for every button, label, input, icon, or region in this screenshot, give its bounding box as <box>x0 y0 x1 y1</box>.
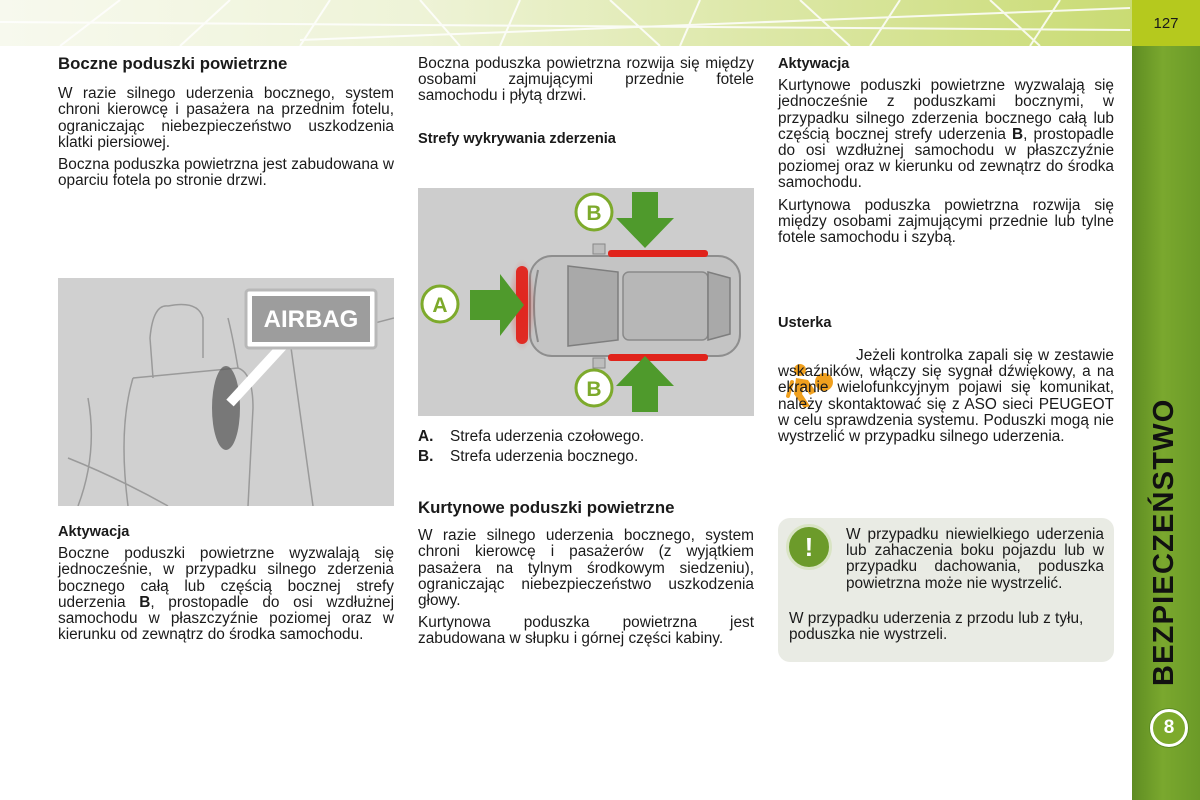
fault-text-block <box>778 348 1114 451</box>
zone-b-ref: B <box>139 593 151 611</box>
side-impact-zone-top <box>608 250 708 257</box>
note-paragraph-1: W przypadku niewielkiego uderzenia lub zahaczenia boku pojazdu lub w przypadku dachowania, poduszka powietrzna może nie wystrzelić. <box>846 526 1104 592</box>
curtain-airbags-heading: Kurtynowe poduszki powietrzne <box>418 498 675 517</box>
column-2 <box>418 56 754 147</box>
activation2-text-post: , prostopadle do osi wzdłużnej samochodu w płaszczyźnie poziomej oraz w kierunku od zewnątrz do środka samochodu. <box>778 125 1114 192</box>
activation-paragraph-2 <box>778 78 1114 191</box>
label-b-bottom-badge <box>576 370 612 406</box>
curtain-paragraph-1: W razie silnego uderzenia bocznego, system chroni kierowcę i pasażerów (z wyjątkiem pasażera na tylnym środkowym siedzeniu), ograniczając niebezpieczeństwo uszkodzenia głowy. <box>418 527 754 610</box>
zone-b-label-bottom: B <box>586 378 602 401</box>
side-airbag-deploy-paragraph: Boczna poduszka powietrzna rozwija się między osobami zajmującymi przednie fotele samochodu i płytą drzwi. <box>418 55 754 105</box>
car-top-view <box>530 244 740 368</box>
curtain-deploy-paragraph: Kurtynowa poduszka powietrzna rozwija się między osobami zajmującymi przednie lub tylne fotele samochodu i szybą. <box>778 196 1114 247</box>
zone-b-label-top: B <box>586 202 602 225</box>
activation-paragraph-1 <box>58 546 394 643</box>
zones-legend <box>418 427 754 467</box>
activation-heading-1: Aktywacja <box>58 524 130 540</box>
column-3 <box>778 56 1114 252</box>
seat-airbag-illustration <box>58 278 394 506</box>
fault-heading: Usterka <box>778 315 832 331</box>
impact-zones-diagram <box>418 188 754 416</box>
legend-text-b: Strefa uderzenia bocznego. <box>450 448 639 465</box>
legend-key-b: B. <box>418 448 434 465</box>
column-1 <box>58 56 394 195</box>
activation-text-pre: Boczne poduszki powietrzne wyzwalają się jednocześnie, w przypadku silnego zderzenia bocznego całą lub częścią bocznej strefy uderzenia <box>58 545 394 611</box>
curtain-paragraph-2: Kurtynowa poduszka powietrzna jest zabudowana w słupku i górnej części kabiny. <box>418 614 754 648</box>
side-impact-zone-bottom <box>608 354 708 361</box>
side-airbags-paragraph-2: Boczna poduszka powietrzna jest zabudowana w oparciu fotela po stronie drzwi. <box>58 156 394 190</box>
legend-key-a: A. <box>418 428 434 445</box>
fault-paragraph: Jeżeli kontrolka zapali się w zestawie wskaźników, włączy się sygnał dźwiękowy, a na ekranie wielofunkcyjnym pojawi się komunikat, należy skontaktować się z ASO sieci PEUGEOT w celu sprawdzenia systemu. Poduszki mogą nie wystrzelić w przypadku silnego uderzenia. <box>778 347 1114 446</box>
zone-b-ref-2: B <box>1012 125 1024 143</box>
label-b-top-badge <box>576 194 612 230</box>
side-airbags-paragraph-1: W razie silnego uderzenia bocznego, system chroni kierowcę i pasażera na przednim fotelu, ograniczając niebezpieczeństwo uszkodzenia klatki piersiowej. <box>58 85 394 151</box>
detection-zones-heading: Strefy wykrywania zderzenia <box>418 130 616 147</box>
label-a-badge <box>422 286 458 322</box>
header-band <box>0 0 1200 46</box>
side-airbags-heading: Boczne poduszki powietrzne <box>58 54 288 73</box>
legend-item-b <box>418 447 754 467</box>
exclamation-icon: ! <box>786 524 832 570</box>
legend-item-a <box>418 427 754 447</box>
zone-a-label: A <box>432 294 448 317</box>
page-number: 127 <box>1132 0 1200 46</box>
activation-text-post: , prostopadle do osi wzdłużnej samochodu w płaszczyźnie poziomej oraz w kierunku od zewnątrz do środka samochodu. <box>58 593 394 644</box>
fault-section <box>778 315 1114 331</box>
note-text-2 <box>789 611 1104 649</box>
activation2-text-pre: Kurtynowe poduszki powietrzne wyzwalają się jednocześnie z poduszkami bocznymi, w przypadku silnego zderzenia bocznego całą lub częścią bocznej strefy uderzenia <box>778 77 1114 143</box>
chapter-title: BEZPIECZEŃSTWO <box>1148 398 1180 686</box>
airbag-label: AIRBAG <box>263 306 359 333</box>
chapter-number-badge: 8 <box>1150 709 1188 747</box>
note-text-1 <box>846 527 1104 598</box>
legend-text-a: Strefa uderzenia czołowego. <box>450 428 645 445</box>
activation-heading-2: Aktywacja <box>778 56 850 72</box>
curtain-airbags-section <box>418 500 754 654</box>
note-paragraph-2: W przypadku uderzenia z przodu lub z tyłu, poduszka nie wystrzeli. <box>789 610 1084 644</box>
side-airbags-activation <box>58 524 394 649</box>
